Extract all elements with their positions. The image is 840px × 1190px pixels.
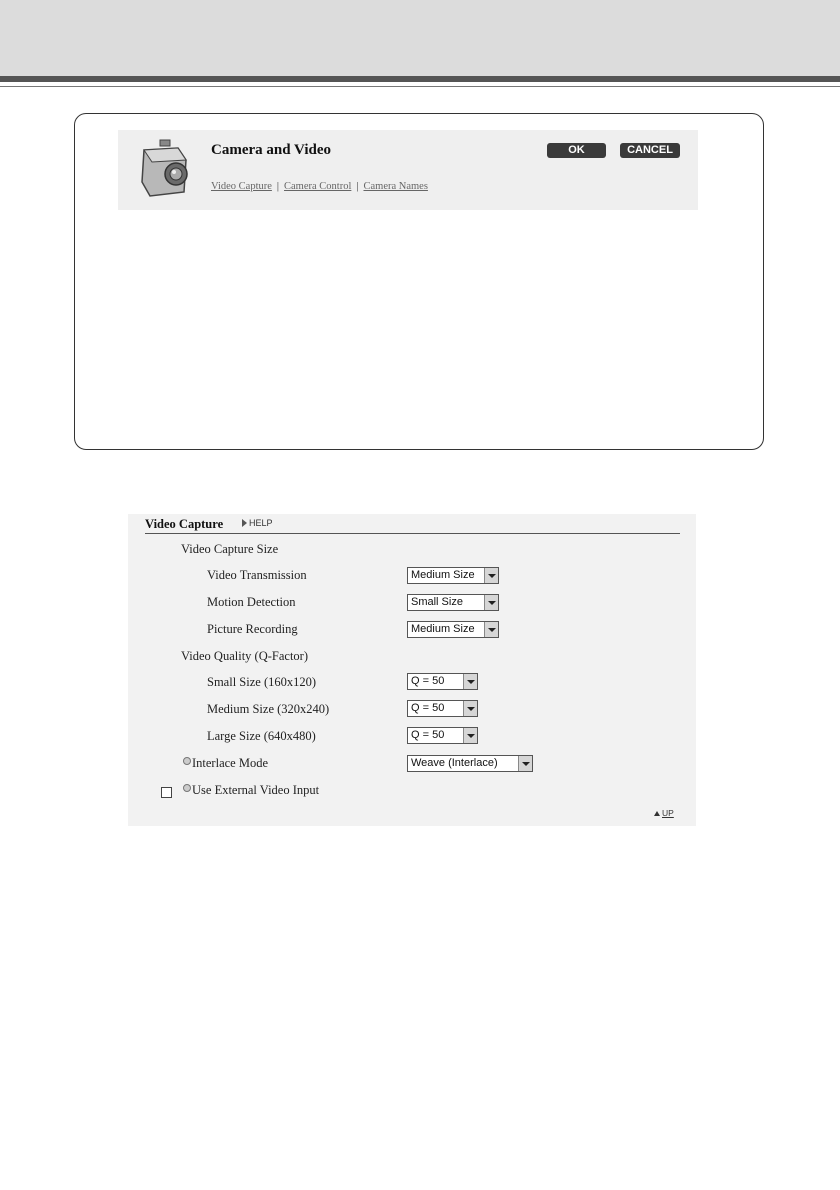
transmission-select[interactable]: [407, 567, 499, 584]
medium-size-value: Q = 50: [411, 702, 445, 714]
video-capture-link[interactable]: Video Capture: [211, 181, 272, 192]
ok-button[interactable]: OK: [547, 143, 606, 158]
interlace-select[interactable]: [407, 755, 533, 772]
medium-size-label: Medium Size (320x240): [207, 702, 330, 716]
up-link[interactable]: [654, 808, 674, 818]
link-separator: |: [356, 181, 359, 192]
up-label: UP: [662, 808, 674, 818]
transmission-value: Medium Size: [411, 569, 475, 581]
bullet-icon: [183, 757, 191, 765]
small-size-value: Q = 50: [411, 675, 445, 687]
page-header-band: [0, 0, 840, 76]
small-size-select[interactable]: [407, 673, 478, 690]
chevron-down-icon: [518, 756, 532, 771]
header-thin-rule: [0, 86, 840, 87]
small-size-label: Small Size (160x120): [207, 675, 317, 689]
header-rule: [0, 76, 840, 82]
chevron-down-icon: [484, 568, 498, 583]
recording-label: Picture Recording: [207, 622, 298, 636]
interlace-value: Weave (Interlace): [411, 757, 498, 769]
motion-value: Small Size: [411, 596, 463, 608]
video-capture-header: Video Capture: [145, 517, 224, 531]
large-size-select[interactable]: [407, 727, 478, 744]
interlace-label: Interlace Mode: [192, 756, 269, 770]
external-input-checkbox[interactable]: [161, 787, 172, 798]
camera-panel-links: [211, 181, 428, 192]
help-label: HELP: [249, 518, 273, 528]
recording-value: Medium Size: [411, 623, 475, 635]
camera-panel-title: Camera and Video: [211, 142, 331, 158]
video-capture-box: [128, 514, 696, 826]
capture-size-heading: Video Capture Size: [181, 542, 279, 556]
video-capture-rule: [145, 533, 680, 534]
motion-label: Motion Detection: [207, 595, 296, 609]
play-arrow-icon: [242, 519, 247, 527]
motion-select[interactable]: [407, 594, 499, 611]
camera-control-link[interactable]: Camera Control: [284, 181, 352, 192]
chevron-down-icon: [484, 622, 498, 637]
chevron-down-icon: [484, 595, 498, 610]
quality-heading: Video Quality (Q-Factor): [181, 649, 308, 663]
camera-panel-box: [118, 130, 698, 210]
external-input-label: Use External Video Input: [192, 783, 320, 797]
help-link[interactable]: [242, 518, 273, 528]
chevron-down-icon: [463, 701, 477, 716]
chevron-down-icon: [463, 728, 477, 743]
chevron-down-icon: [463, 674, 477, 689]
medium-size-select[interactable]: [407, 700, 478, 717]
camera-icon: [134, 138, 194, 200]
large-size-value: Q = 50: [411, 729, 445, 741]
link-separator: |: [276, 181, 280, 192]
transmission-label: Video Transmission: [207, 568, 307, 582]
recording-select[interactable]: [407, 621, 499, 638]
large-size-label: Large Size (640x480): [207, 729, 316, 743]
cancel-button[interactable]: CANCEL: [620, 143, 680, 158]
up-arrow-icon: [654, 811, 660, 816]
camera-names-link[interactable]: Camera Names: [363, 181, 428, 192]
bullet-icon: [183, 784, 191, 792]
